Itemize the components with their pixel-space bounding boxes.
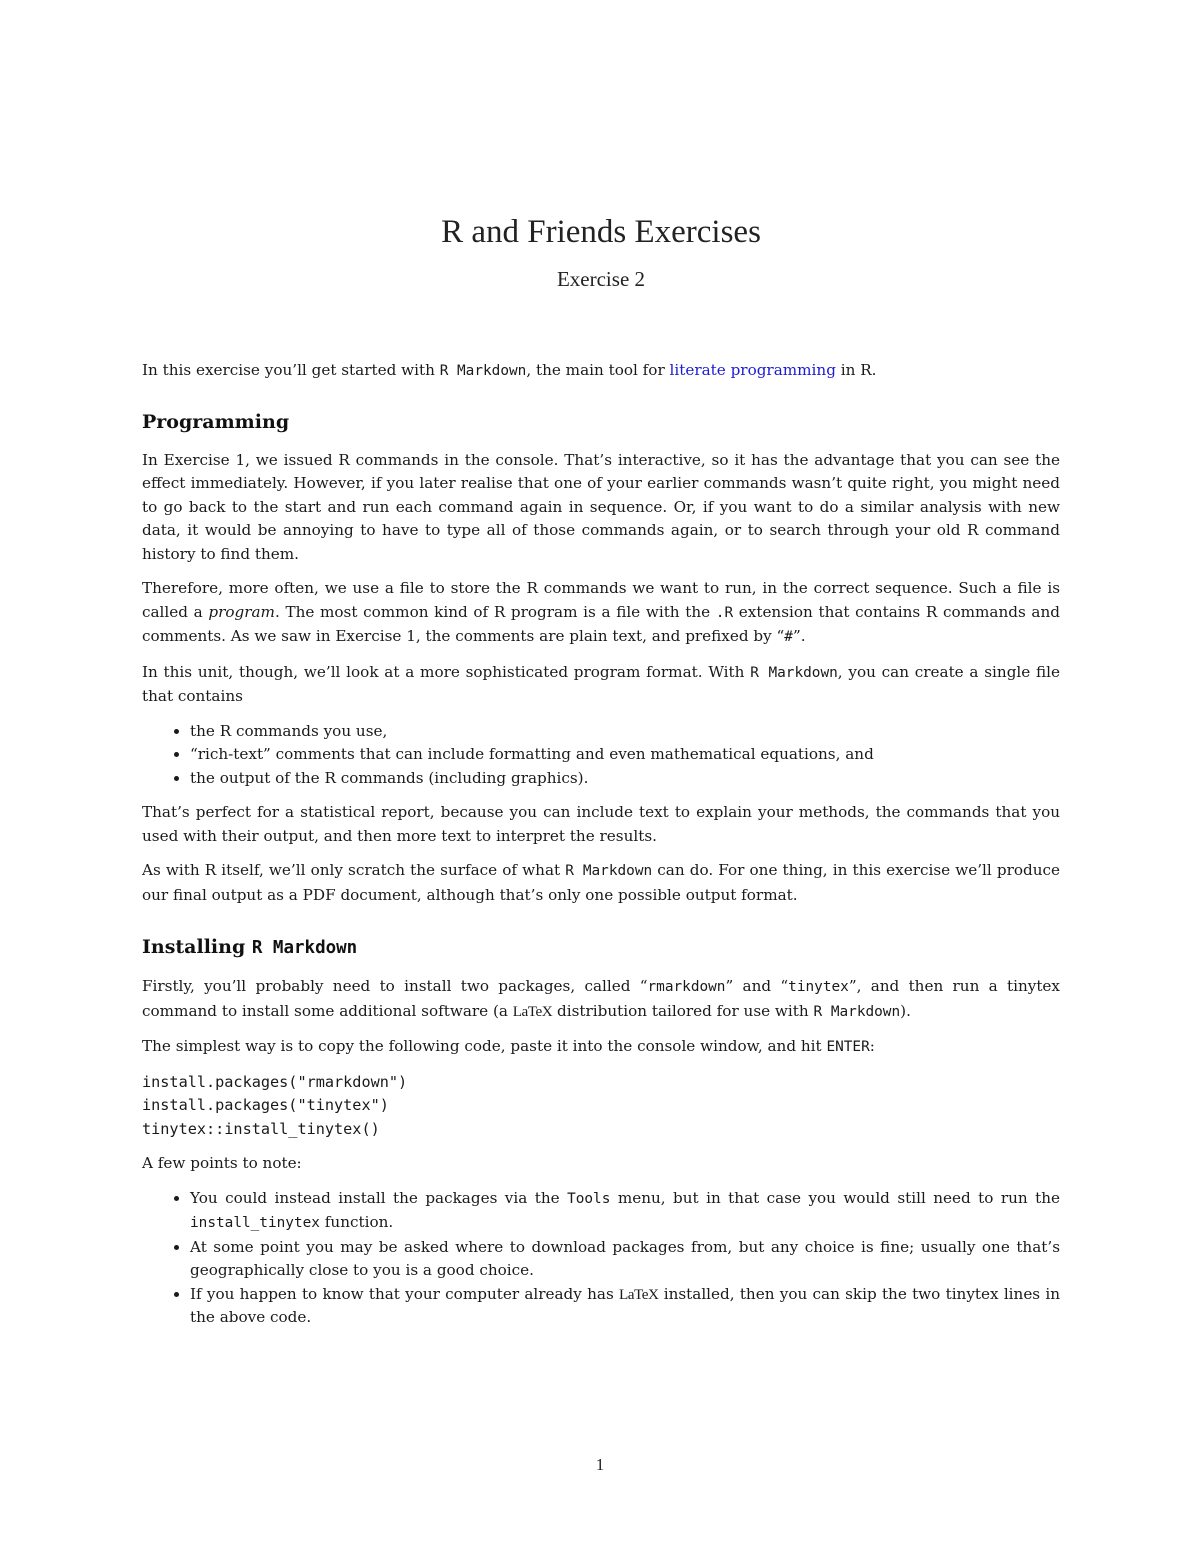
document-page	[142, 212, 1060, 1330]
programming-paragraph-2: Therefore, more often, we use a file to store the R commands we want to run, in the correct sequence. Such a file is called a program. The most common kind of R program is a file with the .R extension that contains R commands and comments. As we saw in Exercise 1, the comments are plain text, and prefixed by “#”.	[142, 579, 1060, 645]
document-title: R and Friends Exercises	[441, 214, 761, 250]
inline-code: R Markdown	[251, 938, 358, 958]
installing-paragraph-3: A few points to note:	[142, 1154, 302, 1172]
inline-code: #	[784, 629, 793, 645]
inline-code: rmarkdown	[647, 979, 726, 995]
installing-paragraph-2: The simplest way is to copy the following code, paste it into the console window, and hit ENTER:	[142, 1037, 875, 1055]
list-item: • If you happen to know that your computer already has LaTeX installed, then you can skip the two tinytex lines in the above code.	[190, 1283, 1060, 1330]
installing-paragraph-1: Firstly, you’ll probably need to install two packages, called “rmarkdown” and “tinytex”, and then run a tinytex command to install some additional software (a LaTeX distribution tailored for use with R Markdown).	[142, 977, 1060, 1020]
programming-heading: Programming	[142, 410, 290, 433]
inline-code: install_tinytex	[190, 1215, 320, 1231]
inline-code: tinytex	[788, 979, 849, 995]
list-item: • the output of the R commands (including graphics).	[190, 767, 1060, 791]
inline-code: R Markdown	[813, 1003, 901, 1020]
programming-paragraph-4: That’s perfect for a statistical report, because you can include text to explain your methods, the commands that you used with their output, and then more text to interpret the results.	[142, 803, 1060, 845]
programming-paragraph-1: In Exercise 1, we issued R commands in the console. That’s interactive, so it has the advantage that you can see the effect immediately. However, if you later realise that one of your earlier commands wasn’t quite right, you might need to go back to the start and run each command again in sequence. Or, if you want to do a similar analysis with new data, it would be annoying to have to type all of those commands again, or to search through your old R command history to find them.	[142, 450, 1060, 563]
installing-heading: Installing R Markdown	[142, 936, 358, 958]
inline-code: R Markdown	[565, 863, 653, 879]
inline-code: R Markdown	[750, 664, 838, 681]
list-item: • “rich-text” comments that can include formatting and even mathematical equations, and	[190, 743, 1060, 767]
intro-paragraph: In this exercise you’ll get started with R Markdown, the main tool for literate programming in R.	[142, 361, 877, 379]
notes-list	[142, 1187, 1060, 1330]
inline-code: .R	[715, 604, 734, 621]
literate-programming-link[interactable]: literate programming	[669, 361, 836, 379]
programming-paragraph-5: As with R itself, we’ll only scratch the surface of what R Markdown can do. For one thing, in this exercise we’ll produce our final output as a PDF document, although that’s only one possible output format.	[142, 861, 1060, 904]
inline-code: Tools	[567, 1190, 611, 1207]
inline-code: R Markdown	[439, 363, 527, 379]
list-item: • You could instead install the packages via the Tools menu, but in that case you would still need to run the install_tinytex function.	[190, 1187, 1060, 1236]
features-list	[142, 720, 1060, 791]
page-number: 1	[595, 1455, 605, 1474]
list-item: • At some point you may be asked where to download packages from, but any choice is fine; usually one that’s geographically close to you is a good choice.	[190, 1236, 1060, 1283]
programming-paragraph-3: In this unit, though, we’ll look at a more sophisticated program format. With R Markdown, you can create a single file that contains	[142, 662, 1060, 705]
list-item: • the R commands you use,	[190, 720, 1060, 744]
code-block[interactable]: install.packages("rmarkdown") install.packages("tinytex") tinytex::install_tinytex()	[142, 1072, 408, 1138]
latex-logo: LaTeX	[512, 1002, 553, 1020]
inline-code: ENTER	[826, 1039, 870, 1055]
latex-logo: LaTeX	[619, 1285, 659, 1303]
document-subtitle: Exercise 2	[556, 267, 646, 291]
